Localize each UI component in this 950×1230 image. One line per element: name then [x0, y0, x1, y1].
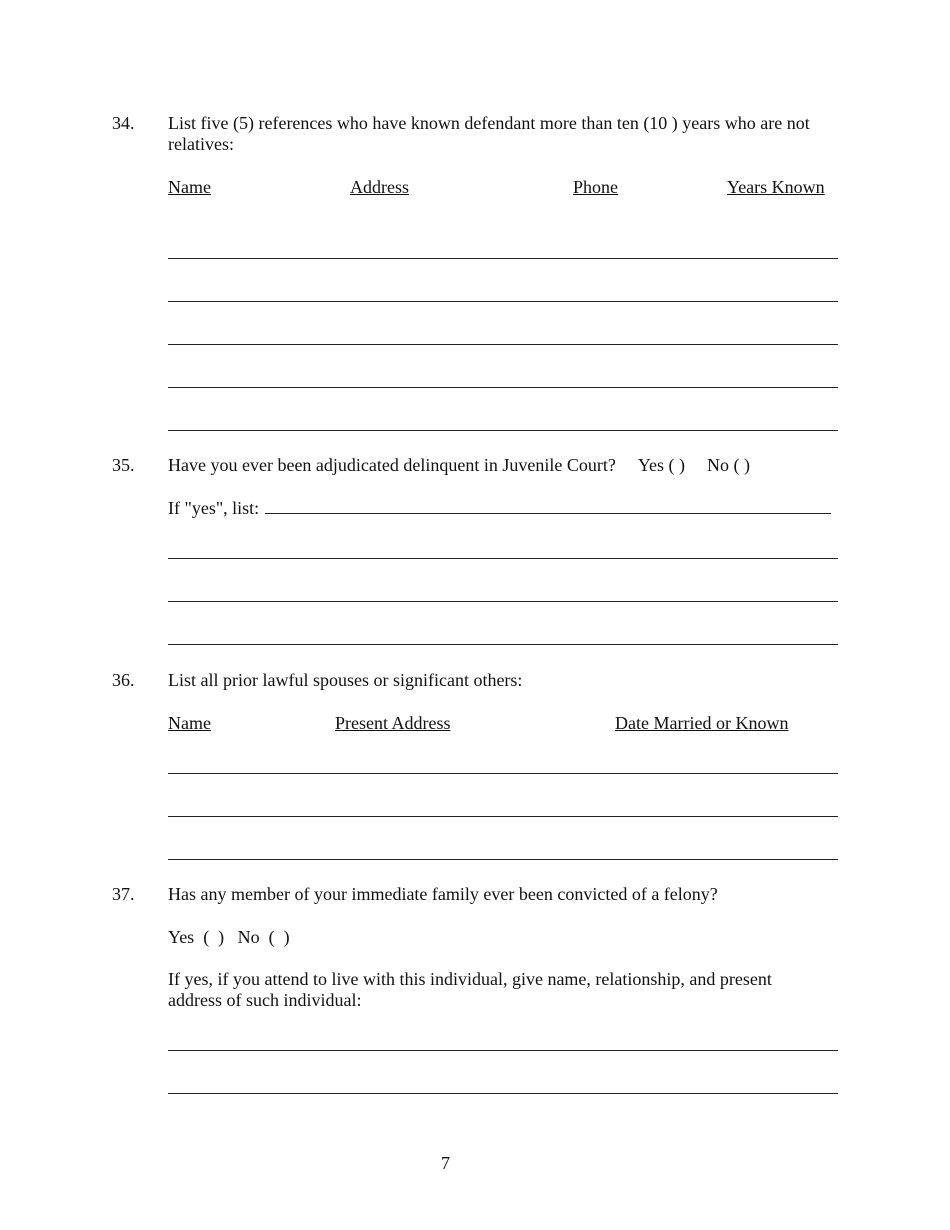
question-37-if-yes-text: If yes, if you attend to live with this individual, give name, relationship, and present address of such individual: — [168, 969, 772, 1010]
question-35-number: 35. — [112, 455, 135, 475]
delinquent-line-2[interactable] — [168, 601, 838, 602]
page-number: 7 — [441, 1153, 450, 1173]
delinquent-line-3[interactable] — [168, 644, 838, 645]
family-line-2[interactable] — [168, 1093, 838, 1094]
delinquent-line-1[interactable] — [168, 558, 838, 559]
question-34-number: 34. — [112, 113, 135, 133]
spouse-line-3[interactable] — [168, 859, 838, 860]
question-36-text: List all prior lawful spouses or significant others: — [168, 670, 523, 690]
no-checkbox[interactable]: No ( ) — [707, 455, 751, 475]
question-37-text: Has any member of your immediate family ever been convicted of a felony? — [168, 884, 718, 904]
if-yes-list-line[interactable] — [265, 499, 831, 514]
header-years-known: Years Known — [727, 177, 825, 197]
felony-yes-no-checkboxes[interactable]: Yes ( ) No ( ) — [168, 927, 290, 947]
family-line-1[interactable] — [168, 1050, 838, 1051]
header-name: Name — [168, 177, 211, 197]
if-yes-label: If "yes", list: — [168, 498, 260, 518]
reference-line-4[interactable] — [168, 387, 838, 388]
question-35-text: Have you ever been adjudicated delinquent in Juvenile Court? — [168, 455, 616, 475]
question-34-text: List five (5) references who have known defendant more than ten (10 ) years who are not relatives: — [168, 113, 810, 154]
reference-line-3[interactable] — [168, 344, 838, 345]
question-37-number: 37. — [112, 884, 135, 904]
question-35-row — [168, 455, 750, 476]
question-36-number: 36. — [112, 670, 135, 690]
spouse-line-1[interactable] — [168, 773, 838, 774]
reference-line-5[interactable] — [168, 430, 838, 431]
spouse-header-date: Date Married or Known — [615, 713, 789, 733]
spouse-header-name: Name — [168, 713, 211, 733]
reference-line-1[interactable] — [168, 258, 838, 259]
header-address: Address — [350, 177, 409, 197]
header-phone: Phone — [573, 177, 618, 197]
if-yes-list-row — [168, 498, 831, 519]
spouse-line-2[interactable] — [168, 816, 838, 817]
yes-checkbox[interactable]: Yes ( ) — [637, 455, 686, 475]
spouse-header-address: Present Address — [335, 713, 451, 733]
reference-line-2[interactable] — [168, 301, 838, 302]
